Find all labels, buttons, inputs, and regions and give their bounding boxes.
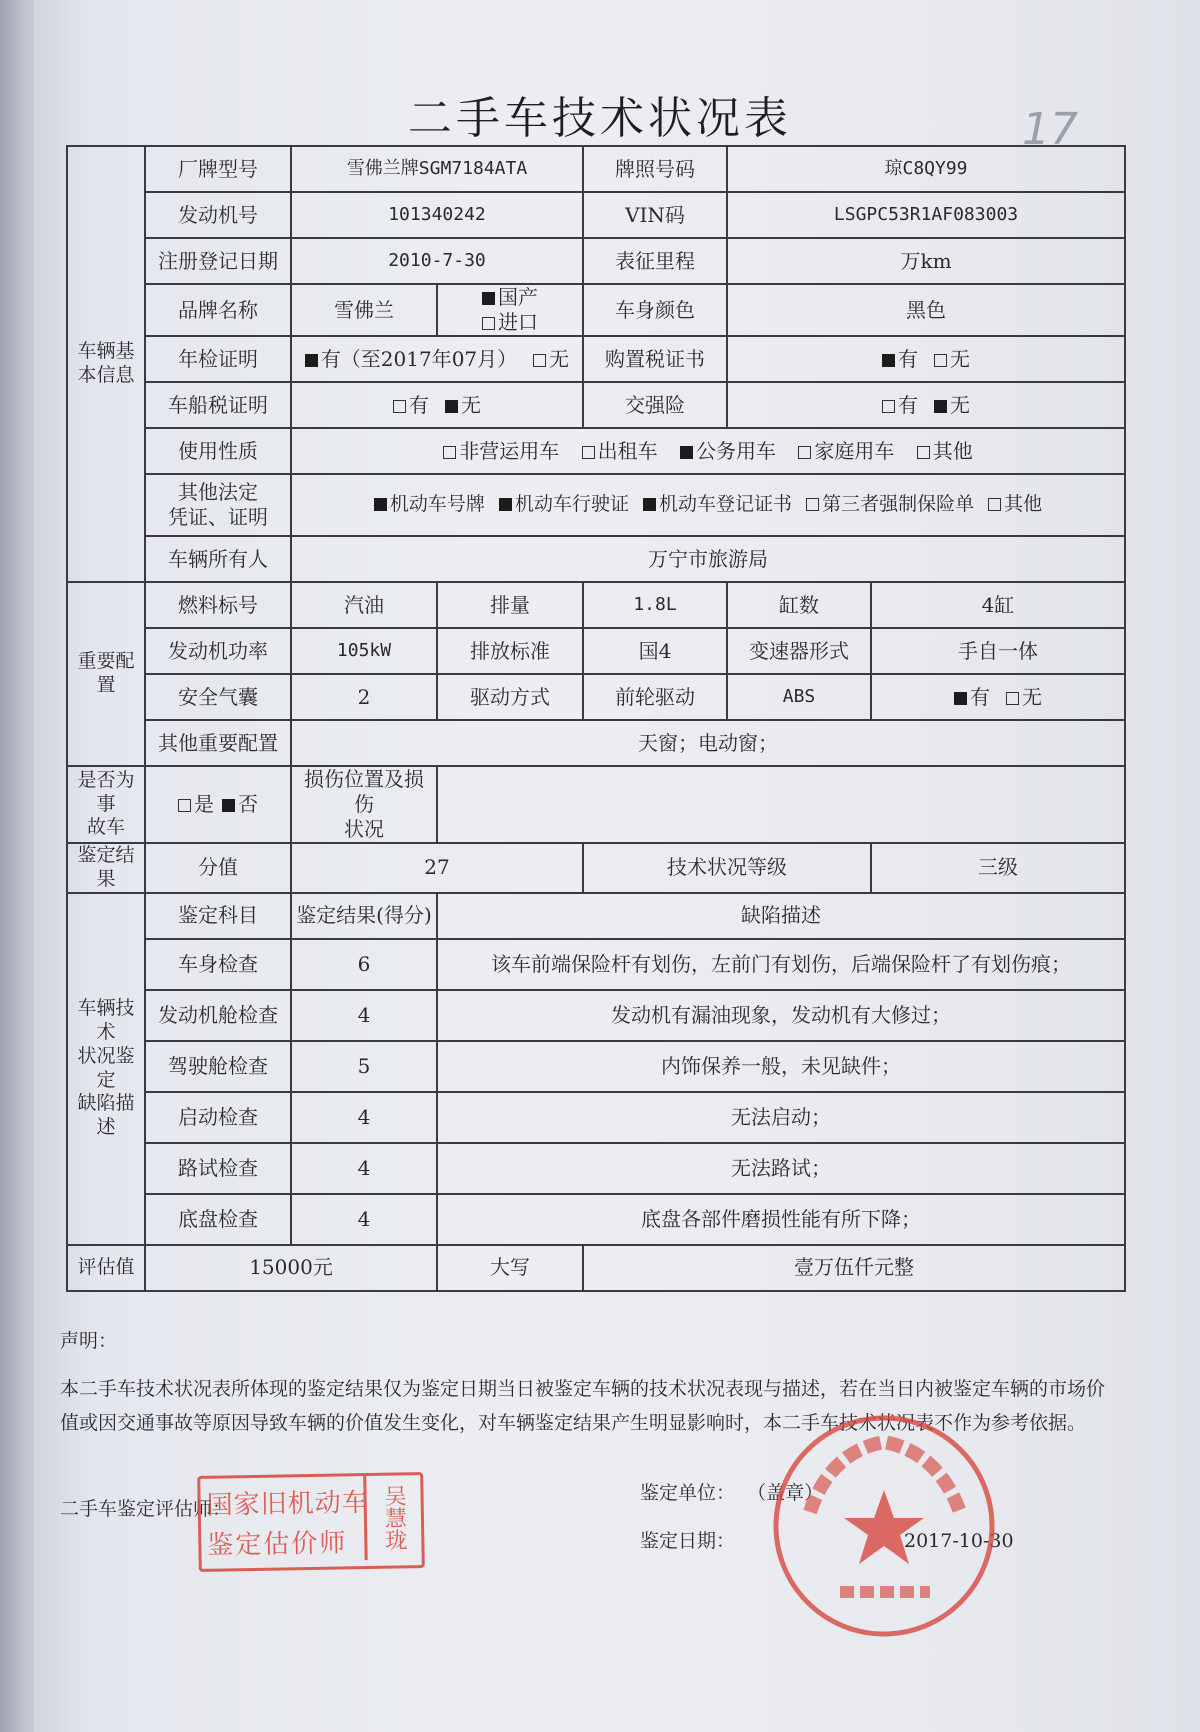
checked-box-icon [445, 400, 458, 413]
defect-score: 4 [291, 1194, 437, 1245]
compulsory-insurance-label: 交强险 [583, 382, 727, 428]
color-value: 黑色 [727, 284, 1125, 336]
usage-option[interactable]: 其他 [917, 439, 973, 464]
abs-no-checkbox[interactable]: 无 [1006, 685, 1042, 710]
table-row [67, 1092, 1125, 1143]
reg-date-label: 注册登记日期 [145, 238, 291, 284]
other-config-value: 天窗；电动窗； [291, 720, 1125, 766]
upper-case-value: 壹万伍仟元整 [583, 1245, 1125, 1291]
section-defects: 车辆技术 状况鉴定 缺陷描述 [67, 893, 145, 1245]
accident-label: 是否为事 故车 [67, 766, 145, 843]
defect-item: 发动机舱检查 [145, 990, 291, 1041]
declaration-text: 本二手车技术状况表所体现的鉴定结果仅为鉴定日期当日被鉴定车辆的技术状况表现与描述，若在当日内被鉴定车辆的市场价值或因交通事故等原因导致车辆的价值发生变化，对车辆鉴定结果产生明显影响时，本二手车技术状况表不作为参考依据。 [60, 1378, 1106, 1434]
declaration-label: 声明： [60, 1330, 118, 1352]
empty-box-icon [934, 354, 947, 367]
checked-box-icon [643, 498, 656, 511]
purchase-tax-no-checkbox[interactable]: 无 [934, 347, 970, 372]
purchase-tax-label: 购置税证书 [583, 336, 727, 382]
emission-value: 国4 [583, 628, 727, 674]
vessel-tax-yes-checkbox[interactable]: 有 [393, 393, 429, 418]
compulsory-yes-checkbox[interactable]: 有 [882, 393, 918, 418]
defect-score: 4 [291, 990, 437, 1041]
official-seal-icon [770, 1412, 998, 1640]
airbag-label: 安全气囊 [145, 674, 291, 720]
defect-score: 5 [291, 1041, 437, 1092]
empty-box-icon [1006, 692, 1019, 705]
cylinders-label: 缸数 [727, 582, 871, 628]
date-value: 2017-10-30 [904, 1530, 1014, 1552]
checked-box-icon [305, 354, 318, 367]
imported-checkbox[interactable]: 进口 [482, 310, 538, 335]
doc-option[interactable]: 其他 [988, 493, 1042, 517]
header-item: 鉴定科目 [145, 893, 291, 939]
inspection-no-checkbox[interactable]: 无 [533, 347, 569, 372]
vin-label: VIN码 [583, 192, 727, 238]
displacement-value: 1.8L [583, 582, 727, 628]
table-row [67, 990, 1125, 1041]
defect-item: 车身检查 [145, 939, 291, 990]
usage-label: 使用性质 [145, 428, 291, 474]
checked-box-icon [374, 498, 387, 511]
appraiser-stamp-line-2: 鉴定估价师 [207, 1528, 348, 1561]
inspection-label: 年检证明 [145, 336, 291, 382]
fuel-label: 燃料标号 [145, 582, 291, 628]
empty-box-icon [482, 317, 495, 330]
usage-option[interactable]: 公务用车 [680, 439, 776, 464]
score-label: 分值 [145, 843, 291, 893]
checked-box-icon [954, 692, 967, 705]
empty-box-icon [443, 446, 456, 459]
gearbox-value: 手自一体 [871, 628, 1125, 674]
purchase-tax-checkboxes [727, 336, 1125, 382]
drive-label: 驱动方式 [437, 674, 583, 720]
mileage-value: 万km [727, 238, 1125, 284]
abs-label: ABS [727, 674, 871, 720]
defect-description: 底盘各部件磨损性能有所下降； [437, 1194, 1125, 1245]
table-row [67, 939, 1125, 990]
damage-label: 损伤位置及损伤 状况 [291, 766, 437, 843]
engine-no-label: 发动机号 [145, 192, 291, 238]
purchase-tax-yes-checkbox[interactable]: 有 [882, 347, 918, 372]
upper-case-label: 大写 [437, 1245, 583, 1291]
empty-box-icon [178, 799, 191, 812]
domestic-checkbox[interactable]: 国产 [482, 285, 538, 310]
checked-box-icon [222, 799, 235, 812]
grade-label: 技术状况等级 [583, 843, 871, 893]
checked-box-icon [482, 292, 495, 305]
mileage-label: 表征里程 [583, 238, 727, 284]
vin-value: LSGPC53R1AF083003 [727, 192, 1125, 238]
document-title: 二手车技术状况表 [408, 93, 792, 144]
accident-checkboxes [145, 766, 291, 843]
inspection-yes-checkbox[interactable]: 有（至2017年07月） [305, 347, 517, 372]
other-config-label: 其他重要配置 [145, 720, 291, 766]
reg-date-value: 2010-7-30 [291, 238, 583, 284]
vessel-tax-label: 车船税证明 [145, 382, 291, 428]
header-score: 鉴定结果(得分) [291, 893, 437, 939]
brand-value: 雪佛兰 [291, 284, 437, 336]
compulsory-checkboxes [727, 382, 1125, 428]
usage-option[interactable]: 非营运用车 [443, 439, 559, 464]
result-label: 鉴定结果 [67, 843, 145, 893]
defect-score: 4 [291, 1143, 437, 1194]
empty-box-icon [806, 498, 819, 511]
valuation-value: 15000元 [145, 1245, 437, 1291]
empty-box-icon [533, 354, 546, 367]
checked-box-icon [499, 498, 512, 511]
defect-description: 发动机有漏油现象，发动机有大修过； [437, 990, 1125, 1041]
power-value: 105kW [291, 628, 437, 674]
defect-item: 驾驶舱检查 [145, 1041, 291, 1092]
damage-value [437, 766, 1125, 843]
empty-box-icon [988, 498, 1001, 511]
doc-option[interactable]: 机动车号牌 [374, 493, 485, 517]
owner-value: 万宁市旅游局 [291, 536, 1125, 582]
origin-checkboxes [437, 284, 583, 336]
inspection-checkboxes [291, 336, 583, 382]
defect-description: 该车前端保险杆有划伤，左前门有划伤，后端保险杆了有划伤痕； [437, 939, 1125, 990]
other-docs-checkboxes [291, 474, 1125, 536]
owner-label: 车辆所有人 [145, 536, 291, 582]
other-docs-label: 其他法定 凭证、证明 [145, 474, 291, 536]
vessel-tax-no-checkbox[interactable]: 无 [445, 393, 481, 418]
grade-value: 三级 [871, 843, 1125, 893]
doc-option[interactable]: 第三者强制保险单 [806, 493, 974, 517]
defect-item: 启动检查 [145, 1092, 291, 1143]
appraiser-stamp-line-1: 国家旧机动车 [206, 1487, 369, 1521]
checked-box-icon [934, 400, 947, 413]
vehicle-condition-table [66, 145, 1126, 1292]
defect-description: 无法路试； [437, 1143, 1125, 1194]
color-label: 车身颜色 [583, 284, 727, 336]
usage-checkboxes [291, 428, 1125, 474]
drive-value: 前轮驱动 [583, 674, 727, 720]
fuel-value: 汽油 [291, 582, 437, 628]
empty-box-icon [798, 446, 811, 459]
compulsory-no-checkbox[interactable]: 无 [934, 393, 970, 418]
brand-label: 品牌名称 [145, 284, 291, 336]
date-label: 鉴定日期： [640, 1530, 736, 1552]
usage-option[interactable]: 家庭用车 [798, 439, 894, 464]
doc-option[interactable]: 机动车登记证书 [643, 493, 792, 517]
header-description: 缺陷描述 [437, 893, 1125, 939]
doc-option[interactable]: 机动车行驶证 [499, 493, 629, 517]
displacement-label: 排量 [437, 582, 583, 628]
appraiser-label: 二手车鉴定评估师： [60, 1498, 232, 1520]
engine-no-value: 101340242 [291, 192, 583, 238]
empty-box-icon [393, 400, 406, 413]
plate-value: 琼C8QY99 [727, 146, 1125, 192]
defect-description: 内饰保养一般，未见缺件； [437, 1041, 1125, 1092]
handwritten-page-number: 17 [1022, 104, 1078, 155]
model-value: 雪佛兰牌SGM7184ATA [291, 146, 583, 192]
unit-label: 鉴定单位： （盖章） [640, 1482, 824, 1504]
defect-item: 路试检查 [145, 1143, 291, 1194]
abs-yes-checkbox[interactable]: 有 [954, 685, 990, 710]
checked-box-icon [882, 354, 895, 367]
defect-score: 4 [291, 1092, 437, 1143]
section-important-config: 重要配置 [67, 582, 145, 766]
emission-label: 排放标准 [437, 628, 583, 674]
table-row [67, 1143, 1125, 1194]
page-edge-shadow [0, 0, 34, 1732]
plate-label: 牌照号码 [583, 146, 727, 192]
table-row [67, 1041, 1125, 1092]
cylinders-value: 4缸 [871, 582, 1125, 628]
accident-yes-checkbox[interactable]: 是 [178, 792, 214, 817]
model-label: 厂牌型号 [145, 146, 291, 192]
appraiser-stamp-name: 吴慧珑 [363, 1475, 421, 1560]
valuation-label: 评估值 [67, 1245, 145, 1291]
section-basic-info: 车辆基本信息 [67, 146, 145, 582]
empty-box-icon [917, 446, 930, 459]
empty-box-icon [582, 446, 595, 459]
score-value: 27 [291, 843, 583, 893]
abs-checkboxes [871, 674, 1125, 720]
power-label: 发动机功率 [145, 628, 291, 674]
usage-option[interactable]: 出租车 [582, 439, 658, 464]
defect-score: 6 [291, 939, 437, 990]
vessel-tax-checkboxes [291, 382, 583, 428]
table-row [67, 1194, 1125, 1245]
defect-description: 无法启动； [437, 1092, 1125, 1143]
appraiser-stamp [197, 1472, 425, 1572]
empty-box-icon [882, 400, 895, 413]
defect-item: 底盘检查 [145, 1194, 291, 1245]
accident-no-checkbox[interactable]: 否 [222, 792, 258, 817]
gearbox-label: 变速器形式 [727, 628, 871, 674]
checked-box-icon [680, 446, 693, 459]
airbag-value: 2 [291, 674, 437, 720]
